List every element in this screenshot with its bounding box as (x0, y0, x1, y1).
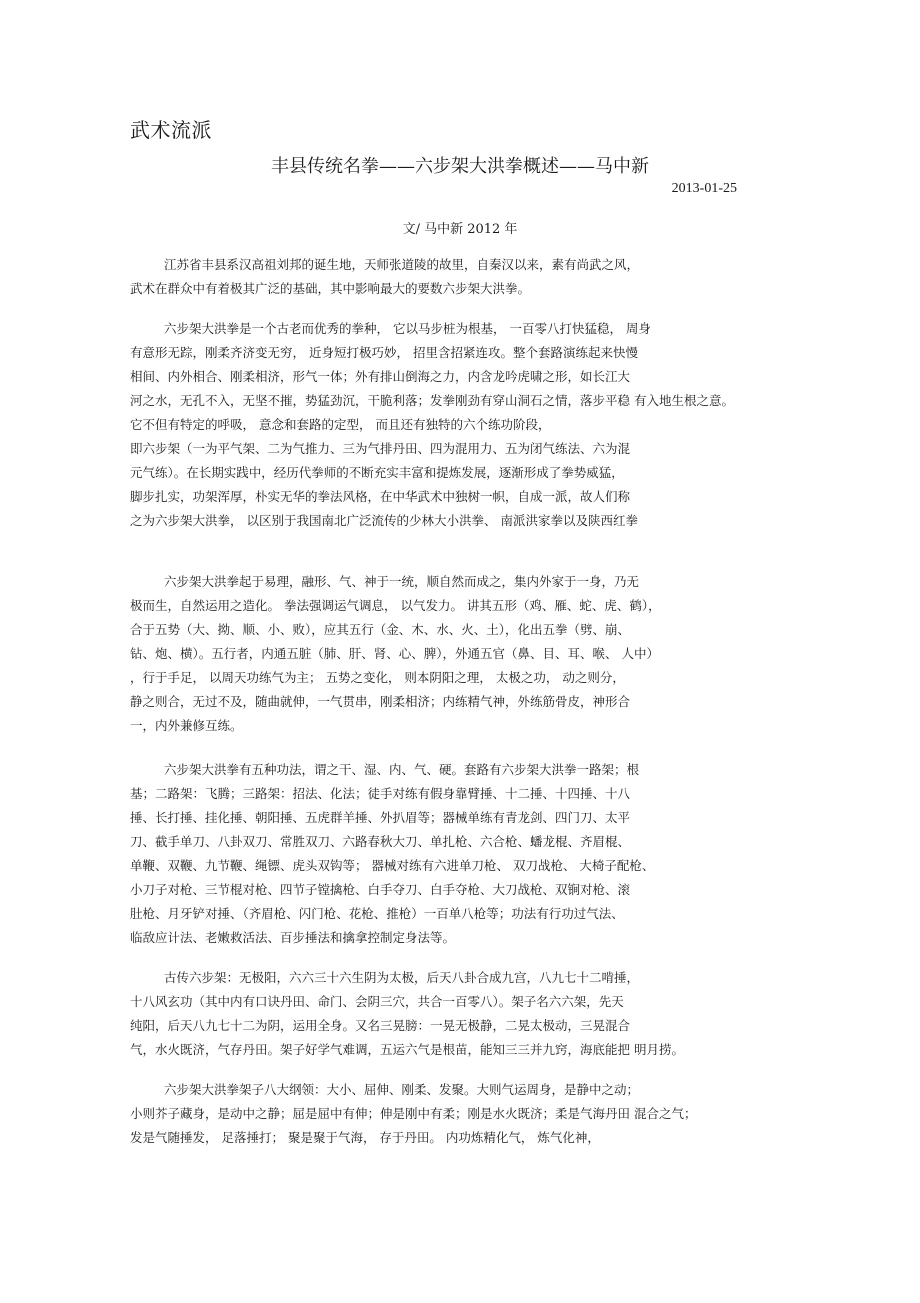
paragraph-theory (130, 570, 790, 738)
paragraph-line: 发是气随捶发， 足落捶打； 聚是聚于气海， 存于丹田。 内功炼精化气， 炼气化神， (130, 1130, 600, 1145)
paragraph-line: 纯阳，后天八九七十二为阴，运用全身。又名三晃膀：一晃无极静，二晃太极动，三晃混合 (130, 1018, 631, 1033)
author-byline: 文/ 马中新 2012 年 (402, 222, 518, 237)
paragraph-line: 江苏省丰县系汉高祖刘邦的诞生地，天师张道陵的故里，自秦汉以来，素有尚武之风， (164, 257, 640, 272)
category-heading: 武术流派 (130, 118, 212, 142)
paragraph-line: 一，内外兼修互练。 (130, 718, 243, 733)
paragraph-line: 十八风玄功（其中内有口诀丹田、命门、会阴三穴，共合一百零八）。架子名六六架，先天 (130, 994, 624, 1009)
paragraph-line: 古传六步架：无极阳，六六三十六生阴为太极，后天八卦合成九宫，八九七十二啃捶， (164, 970, 640, 985)
paragraph-line: 河之水，无孔不入，无坚不摧，势猛劲沉，干脆利落；发拳刚劲有穿山洞石之情，落步平稳 有入地生根之意。 (130, 393, 734, 408)
paragraph-ancient-form (130, 966, 790, 1062)
paragraph-line: 气，水火既济，气存丹田。架子好学气难调，五运六气是根苗，能知三三并九窍，海底能把 明月捞。 (130, 1042, 684, 1057)
paragraph-line: 六步架大洪拳有五种功法，谓之干、湿、内、气、硬。套路有六步架大洪拳一路架；根 (164, 762, 640, 777)
paragraph-intro (130, 253, 790, 301)
paragraph-line: 合于五势（大、拗、顺、小、败），应其五行（金、木、水、火、土），化出五拳（劈、崩、 (130, 622, 631, 637)
paragraph-line: 六步架大洪拳是一个古老而优秀的拳种， 它以马步桩为根基， 一百零八打快猛稳， 周身 (164, 321, 651, 336)
paragraph-methods (130, 758, 790, 950)
paragraph-line: 单鞭、双鞭、九节鞭、绳镖、虎头双钩等； 器械对练有六进单刀枪、 双刀战枪、 大椅子配枪、 (130, 858, 655, 873)
paragraph-line: 极而生，自然运用之造化。 拳法强调运气调息， 以气发力。 讲其五形（鸡、雁、蛇、虎、鹤）， (130, 598, 661, 613)
paragraph-line: 即六步架（一为平气架、二为气推力、三为气排丹田、四为混用力、五为闭气练法、六为混 (130, 441, 631, 456)
paragraph-line: 钻、炮、横）。五行者，内通五脏（肺、肝、肾、心、脾），外通五官（鼻、目、耳、喉、 人中） (130, 646, 659, 661)
paragraph-line: 临敌应计法、老嫩救活法、百步捶法和擒拿控制定身法等。 (130, 930, 456, 945)
paragraph-line: 基；二路架：飞腾；三路架：招法、化法；徒手对练有假身靠臂捶、十二捶、十四捶、十八 (130, 786, 631, 801)
paragraph-line: 之为六步架大洪拳， 以区别于我国南北广泛流传的少林大小洪拳、 南派洪家拳以及陕西红拳 (130, 513, 638, 528)
paragraph-line: 捶、长打捶、挂化捶、朝阳捶、五虎群羊捶、外扒眉等；器械单练有青龙剑、四门刀、太平 (130, 810, 631, 825)
paragraph-line: 刀、截手单刀、八卦双刀、常胜双刀、六路春秋大刀、单扎枪、六合枪、蟠龙棍、齐眉棍、 (130, 834, 631, 849)
paragraph-line: 肚枪、月牙铲对捶、（齐眉枪、闪门枪、花枪、推枪）一百单八枪等；功法有行功过气法、 (130, 906, 624, 921)
paragraph-line: 小则芥子藏身，是动中之静；屈是屈中有伸；伸是刚中有柔；刚是水火既济；柔是气海丹田 混合之气； (130, 1106, 697, 1121)
paragraph-line: 小刀子对枪、三节棍对枪、四节子镗擒枪、白手夺刀、白手夺枪、大刀战枪、双锏对枪、滚 (130, 882, 631, 897)
paragraph-line: 六步架大洪拳架子八大纲领：大小、屈伸、刚柔、发聚。大则气运周身，是静中之动； (164, 1082, 640, 1097)
paragraph-line: ，行于手足， 以周天功练气为主； 五势之变化， 则本阴阳之理， 太极之功， 动之则分， (130, 670, 625, 685)
paragraph-line: 有意形无踪，刚柔齐济变无穷， 近身短打极巧妙， 招里含招紧连攻。整个套路演练起来快慢 (130, 345, 638, 360)
paragraph-line: 武术在群众中有着极其广泛的基础，其中影响最大的要数六步架大洪拳。 (130, 281, 531, 296)
paragraph-line: 六步架大洪拳起于易理，融形、气、神于一统，顺自然而成之，集内外家于一身，乃无 (164, 574, 640, 589)
paragraph-line: 脚步扎实，功架浑厚，朴实无华的拳法风格，在中华武术中独树一帜，自成一派，故人们称 (130, 489, 631, 504)
paragraph-line: 相间、内外相合、刚柔相济，形气一体；外有排山倒海之力，内含龙吟虎啸之形，如长江大 (130, 369, 631, 384)
paragraph-line: 元气练）。在长期实践中，经历代拳师的不断充实丰富和提炼发展，逐渐形成了拳势威猛， (130, 465, 624, 480)
paragraph-overview (130, 317, 790, 533)
publish-date: 2013-01-25 (671, 181, 737, 196)
paragraph-principles (130, 1078, 790, 1150)
paragraph-line: 它不但有特定的呼吸， 意念和套路的定型， 而且还有独特的六个练功阶段， (130, 417, 551, 432)
paragraph-line: 静之则合，无过不及，随曲就伸，一气贯串，刚柔相济；内练精气神，外练筋骨皮，神形合 (130, 694, 631, 709)
article-title: 丰县传统名拳——六步架大洪拳概述——马中新 (271, 156, 649, 177)
